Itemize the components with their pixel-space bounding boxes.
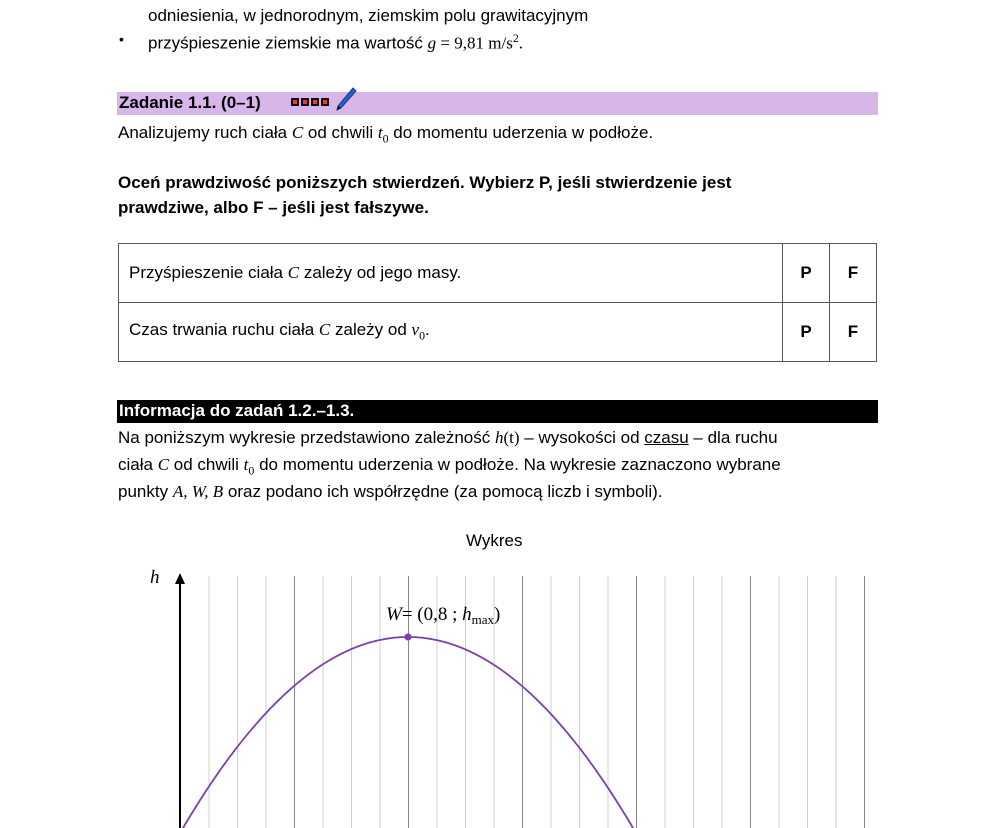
point-names: A, W, B xyxy=(172,482,224,501)
bullet-icon: • xyxy=(119,31,124,47)
statement-text: Czas trwania ruchu ciała xyxy=(129,320,319,340)
info-text: oraz podano ich współrzędne (za pomocą liczb i symboli). xyxy=(223,482,663,501)
var-c: C xyxy=(287,263,300,282)
y-axis-arrow-icon xyxy=(175,573,185,584)
option-f[interactable]: F xyxy=(830,244,877,303)
grid-lines xyxy=(209,576,865,828)
option-f[interactable]: F xyxy=(830,303,877,362)
info-text: ciała xyxy=(118,455,158,474)
var-t: t xyxy=(243,455,249,474)
desc-part: Analizujemy ruch ciała xyxy=(118,123,292,142)
var-c: C xyxy=(291,123,304,142)
period: . xyxy=(518,33,524,53)
gravity-value: = 9,81 m/s xyxy=(436,33,513,53)
subscript: 0 xyxy=(248,463,255,478)
option-p[interactable]: P xyxy=(783,303,830,362)
statement-text: zależy od xyxy=(330,320,412,340)
task-title: Zadanie 1.1. (0–1) xyxy=(119,93,261,112)
var-h: h xyxy=(495,428,504,447)
var-c: C xyxy=(318,320,331,340)
point-w-label: W= (0,8 ; $h_{max}$) xyxy=(386,604,501,627)
statement-text: zależy od jego masy. xyxy=(299,263,462,282)
var-g: g xyxy=(427,33,437,53)
y-axis-label: h xyxy=(150,567,160,588)
instruction-line-2: prawdziwe, albo F – jeśli jest fałszywe. xyxy=(118,198,429,217)
desc-part: do momentu uderzenia w podłoże. xyxy=(388,123,654,142)
chart-title: Wykres xyxy=(466,531,523,550)
var-t-paren: (t) xyxy=(503,428,520,447)
var-t: t xyxy=(377,123,383,142)
period: . xyxy=(425,320,430,340)
subscript: 0 xyxy=(419,328,426,343)
exponent: 2 xyxy=(512,31,519,45)
info-text: – dla ruchu xyxy=(688,428,778,447)
subscript: 0 xyxy=(382,131,389,146)
info-text: do momentu uderzenia w podłoże. Na wykresie zaznaczono wybrane xyxy=(254,455,781,474)
info-title: Informacja do zadań 1.2.–1.3. xyxy=(119,401,355,420)
option-p[interactable]: P xyxy=(783,244,830,303)
info-text: Na poniższym wykresie przedstawiono zależność xyxy=(118,428,495,447)
info-text: punkty xyxy=(118,482,173,501)
point-w xyxy=(405,634,412,641)
intro-line-1: odniesienia, w jednorodnym, ziemskim polu grawitacyjnym xyxy=(148,6,589,25)
var-c: C xyxy=(157,455,170,474)
underlined-word: czasu xyxy=(644,428,689,447)
instruction-line-1: Oceń prawdziwość poniższych stwierdzeń. Wybierz P, jeśli stwierdzenie jest xyxy=(118,173,732,192)
intro-line-2-text: przyśpieszenie ziemskie ma wartość xyxy=(148,33,428,53)
desc-part: od chwili xyxy=(303,123,378,142)
statement-text: Przyśpieszenie ciała xyxy=(129,263,288,282)
info-text: od chwili xyxy=(169,455,244,474)
height-curve xyxy=(180,637,640,828)
var-v: v xyxy=(411,320,420,340)
info-text: – wysokości od xyxy=(519,428,645,447)
